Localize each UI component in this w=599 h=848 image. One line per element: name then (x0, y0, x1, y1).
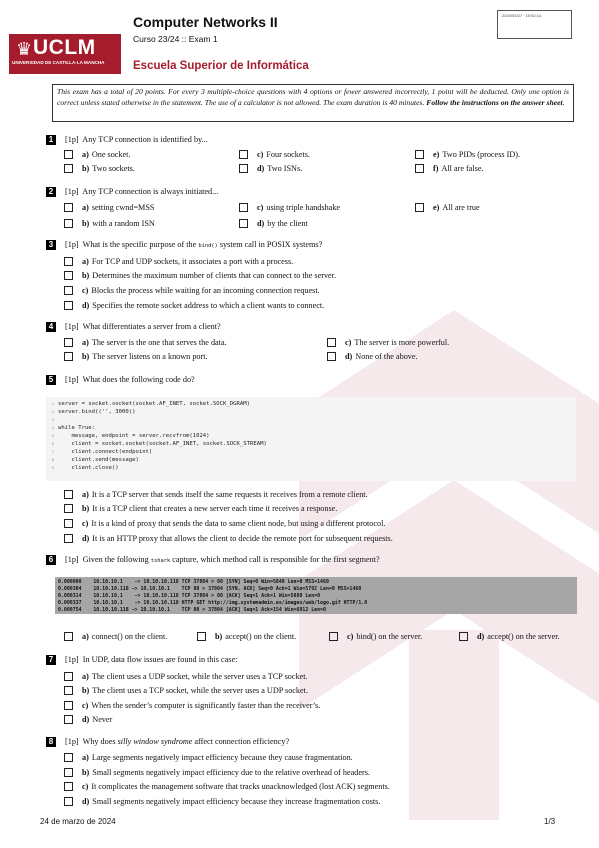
line-number: 2 (51, 410, 54, 414)
answer-option[interactable]: c) bind() on the server. (329, 632, 422, 641)
page-number: 1/3 (544, 817, 556, 826)
question-text: [1p] What does the following code do? (65, 375, 195, 384)
exam-id: 2024/03/27 · 10:52:14 (502, 13, 542, 18)
capture-block (55, 577, 577, 614)
answer-option[interactable]: d) None of the above. (327, 352, 418, 361)
question-number: 2 (46, 187, 56, 197)
answer-option[interactable]: d) Specifies the remote socket address to which a client wants to connect. (64, 301, 324, 310)
checkbox[interactable] (64, 338, 73, 347)
question-number: 1 (46, 135, 56, 145)
checkbox[interactable] (64, 672, 73, 681)
answer-option[interactable]: a) One socket. (64, 150, 130, 159)
answer-option[interactable]: b) It is a TCP client that creates a new server each time it receives a response. (64, 504, 337, 513)
answer-option[interactable]: c) It complicates the management software that tracks unacknowledged (lost ACK) segments. (64, 782, 390, 791)
code-line: message, endpoint = server.recvfrom(1024) (58, 433, 210, 439)
checkbox[interactable] (459, 632, 468, 641)
line-number: 6 (51, 442, 54, 446)
code-line: client.connect(endpoint) (58, 449, 153, 455)
answer-option[interactable]: c) using triple handshake (239, 203, 340, 212)
answer-option[interactable]: c) The server is more powerful. (327, 338, 449, 347)
checkbox[interactable] (64, 352, 73, 361)
checkbox[interactable] (415, 203, 424, 212)
capture-line: 0.000314 10.10.10.1 -> 10.10.10.118 TCP 37804 > 80 [ACK] Seq=1 Ack=1 Win=5888 Len=0 (58, 593, 321, 599)
question-text: [1p] Given the following tshark capture, which method call is responsible for the first segment? (65, 555, 380, 564)
line-number: 7 (51, 450, 54, 454)
instructions-emphasis: Follow the instructions on the answer sheet (426, 98, 563, 108)
checkbox[interactable] (239, 164, 248, 173)
question-number: 5 (46, 375, 56, 385)
answer-option[interactable]: b) accept() on the client. (197, 632, 296, 641)
answer-option[interactable]: b) The server listens on a known port. (64, 352, 208, 361)
answer-option[interactable]: c) When the sender’s computer is significantly faster than the receiver’s. (64, 701, 320, 710)
checkbox[interactable] (64, 519, 73, 528)
checkbox[interactable] (64, 686, 73, 695)
answer-option[interactable]: d) accept() on the server. (459, 632, 560, 641)
answer-option[interactable]: d) It is an HTTP proxy that allows the client to decide the remote port for subsequent requests. (64, 534, 393, 543)
line-number: 3 (51, 418, 54, 422)
answer-option[interactable]: b) Two sockets. (64, 164, 135, 173)
checkbox[interactable] (327, 352, 336, 361)
logo-subtext: UNIVERSIDAD DE CASTILLA-LA MANCHA (12, 60, 105, 65)
checkbox[interactable] (64, 150, 73, 159)
line-number: 5 (51, 434, 54, 438)
exam-id-box (497, 10, 572, 39)
answer-option[interactable]: d) Small segments negatively impact efficiency because they increase fragmentation costs. (64, 797, 380, 806)
crown-icon: ♛ (16, 39, 33, 59)
checkbox[interactable] (64, 715, 73, 724)
question-number: 6 (46, 555, 56, 565)
checkbox[interactable] (64, 164, 73, 173)
question-number: 4 (46, 322, 56, 332)
checkbox[interactable] (64, 504, 73, 513)
code-line: client.close() (58, 465, 119, 471)
code-block (46, 397, 576, 481)
logo-text: UCLM (33, 36, 96, 59)
question-text: [1p] What is the specific purpose of the bind() system call in POSIX systems? (65, 240, 323, 249)
checkbox[interactable] (239, 203, 248, 212)
code-line: server.bind(('', 3000)) (58, 409, 136, 415)
checkbox[interactable] (64, 753, 73, 762)
answer-option[interactable]: e) Two PIDs (process ID). (415, 150, 520, 159)
question-text: [1p] Any TCP connection is identified by... (65, 135, 208, 144)
answer-option[interactable]: b) The client uses a TCP socket, while the server uses a UDP socket. (64, 686, 308, 695)
line-number: 8 (51, 458, 54, 462)
answer-option[interactable]: d) by the client (239, 219, 308, 228)
checkbox[interactable] (197, 632, 206, 641)
checkbox[interactable] (239, 150, 248, 159)
checkbox[interactable] (415, 150, 424, 159)
checkbox[interactable] (415, 164, 424, 173)
checkbox[interactable] (64, 301, 73, 310)
line-number: 4 (51, 426, 54, 430)
checkbox[interactable] (64, 768, 73, 777)
checkbox[interactable] (64, 286, 73, 295)
course-label: Curso 23/24 :: Exam 1 (133, 34, 218, 44)
checkbox[interactable] (64, 632, 73, 641)
checkbox[interactable] (64, 782, 73, 791)
instructions-text: This exam has a total of 20 points. For every 3 multiple-choice questions with 4 options or fewer answered incorrectly, 1 point will be deducted. Only one option is correct unless stated otherwise in the statement. The use of a calculator is not allowed. The exam duration is 40 minutes. (57, 87, 569, 108)
checkbox[interactable] (64, 490, 73, 499)
checkbox[interactable] (64, 203, 73, 212)
capture-line: 0.000304 10.10.10.118 -> 10.10.10.1 TCP 80 > 37804 [SYN, ACK] Seq=0 Ack=1 Win=5792 Len=0 MSS=1460 (58, 586, 362, 592)
answer-option[interactable]: c) Blocks the process while waiting for an incoming connection request. (64, 286, 320, 295)
checkbox[interactable] (239, 219, 248, 228)
code-line: while True: (58, 425, 96, 431)
school-name: Escuela Superior de Informática (133, 60, 309, 72)
question-number: 8 (46, 737, 56, 747)
question-text: [1p] Why does silly window syndrome affect connection efficiency? (65, 737, 290, 746)
answer-option[interactable]: c) Four sockets. (239, 150, 310, 159)
checkbox[interactable] (64, 257, 73, 266)
checkbox[interactable] (64, 534, 73, 543)
checkbox[interactable] (329, 632, 338, 641)
code-line: client.send(message) (58, 457, 139, 463)
checkbox[interactable] (64, 271, 73, 280)
answer-option[interactable]: a) Large segments negatively impact efficiency because they cause fragmentation. (64, 753, 353, 762)
answer-option[interactable]: b) Determines the maximum number of clients that can connect to the server. (64, 271, 336, 280)
answer-option[interactable]: a) setting cwnd=MSS (64, 203, 154, 212)
capture-line: 0.000000 10.10.10.1 -> 10.10.10.118 TCP 37804 > 80 [SYN] Seq=0 Win=5840 Len=0 MSS=1460 (58, 579, 329, 585)
question-number: 7 (46, 655, 56, 665)
capture-line: 0.000337 10.10.10.1 -> 10.10.10.118 HTTP GET http://img.systemadmin.es/images/web/logo.gif HTTP/1.0 (58, 600, 368, 606)
checkbox[interactable] (64, 797, 73, 806)
answer-option[interactable]: e) All are true (415, 203, 480, 212)
answer-option[interactable]: a) The server is the one that serves the data. (64, 338, 227, 347)
uclm-logo (9, 34, 121, 74)
checkbox[interactable] (327, 338, 336, 347)
question-text: [1p] In UDP, data flow issues are found in this case: (65, 655, 238, 664)
answer-option[interactable]: d) Never (64, 715, 112, 724)
question-text: [1p] Any TCP connection is always initiated... (65, 187, 219, 196)
checkbox[interactable] (64, 219, 73, 228)
answer-option[interactable]: b) with a random ISN (64, 219, 155, 228)
answer-option[interactable]: a) connect() on the client. (64, 632, 167, 641)
line-number: 9 (51, 466, 54, 470)
answer-option[interactable]: a) The client uses a UDP socket, while the server uses a TCP socket. (64, 672, 308, 681)
question-number: 3 (46, 240, 56, 250)
code-line: client = socket.socket(socket.AF_INET, socket.SOCK_STREAM) (58, 441, 267, 447)
answer-option[interactable]: c) It is a kind of proxy that sends the data to same client node, but using a different protocol. (64, 519, 385, 528)
exam-title: Computer Networks II (133, 14, 278, 30)
answer-option[interactable]: a) For TCP and UDP sockets, it associates a port with a process. (64, 257, 293, 266)
question-text: [1p] What differentiates a server from a client? (65, 322, 221, 331)
code-line: server = socket.socket(socket.AF_INET, socket.SOCK_DGRAM) (58, 401, 250, 407)
capture-line: 0.000754 10.10.10.118 -> 10.10.10.1 TCP 80 > 37804 [ACK] Seq=1 Ack=154 Win=6912 Len=0 (58, 607, 326, 613)
checkbox[interactable] (64, 701, 73, 710)
answer-option[interactable]: b) Small segments negatively impact efficiency due to the relative overhead of headers. (64, 768, 370, 777)
line-number: 1 (51, 402, 54, 406)
answer-option[interactable]: d) Two ISNs. (239, 164, 302, 173)
answer-option[interactable]: a) It is a TCP server that sends itself the same requests it receives from a remote client. (64, 490, 368, 499)
instructions-box: This exam has a total of 20 points. For every 3 multiple-choice questions with 4 options or fewer answered incorrectly, 1 point will be deducted. Only one option is correct unless stated otherwise in the statement. The use of a calculator is not allowed. The exam duration is 40 minutes. Follow the instructions on the answer sheet. (52, 84, 574, 122)
answer-option[interactable]: f) All are false. (415, 164, 484, 173)
footer-date: 24 de marzo de 2024 (40, 817, 116, 826)
